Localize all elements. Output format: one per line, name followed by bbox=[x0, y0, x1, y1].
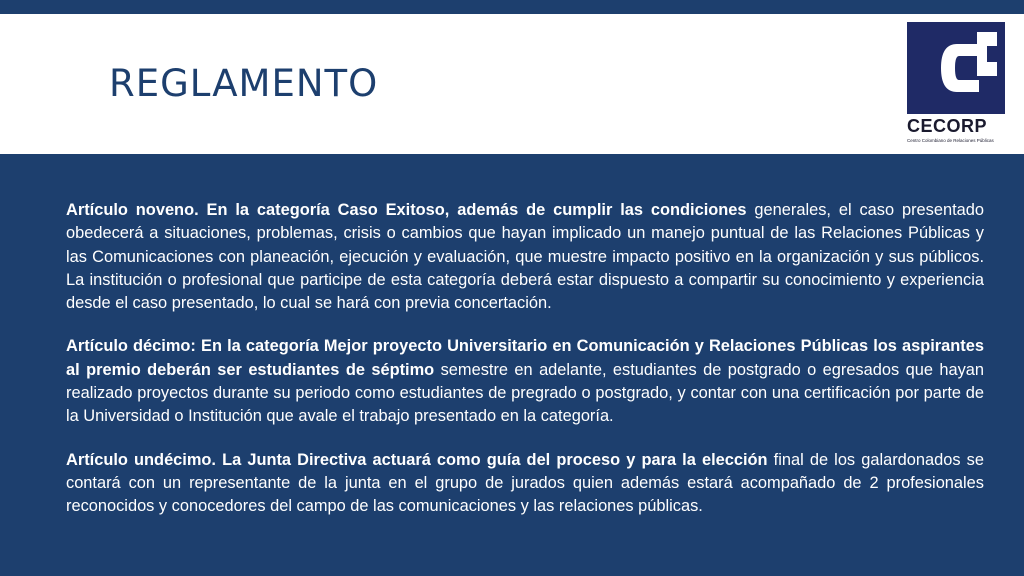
page-title: REGLAMENTO bbox=[109, 62, 379, 105]
article-11-bold: Artículo undécimo. La Junta Directiva actuará como guía del proceso y para la elección bbox=[66, 450, 768, 469]
article-9 bbox=[66, 199, 984, 315]
article-10-text: semestre en adelante, estudiantes de postgrado o egresados que hayan realizado proyectos durante su periodo como estudiantes de pregrado o postgrado, y contar con una certificación por parte de la Universidad o Institución que avale el trabajo presentado en la categoría. bbox=[66, 360, 984, 426]
cecorp-logo bbox=[907, 22, 1005, 144]
logo-name: CECORP bbox=[907, 116, 988, 136]
article-11-text: final de los galardonados se contará con un representante de la junta en el grupo de jurados quien además estará acompañado de 2 profesionales reconocidos y conocedores del campo de las comunicaciones y las relaciones públicas. bbox=[66, 450, 984, 516]
top-strip bbox=[0, 0, 1024, 14]
cecorp-logo-icon bbox=[907, 22, 1005, 114]
article-10 bbox=[66, 335, 984, 428]
article-9-text: generales, el caso presentado obedecerá a situaciones, problemas, crisis o cambios que hayan implicado un manejo puntual de las Relaciones Públicas y las Comunicaciones con planeación, ejecución y evaluación, que muestre impacto positivo en la organización y sus públicos. La institución o profesional que participe de esta categoría deberá estar dispuesto a compartir su conocimiento y experiencia desde el caso presentado, lo cual se hará con previa concertación. bbox=[66, 201, 985, 313]
logo-subtitle: Centro Colombiano de Relaciones Públicas bbox=[907, 138, 994, 143]
article-content bbox=[66, 199, 984, 539]
article-10-bold: Artículo décimo: En la categoría Mejor proyecto Universitario en Comunicación y Relaciones Públicas los aspirantes al premio deberán ser estudiantes de séptimo bbox=[66, 337, 984, 379]
article-9-bold: Artículo noveno. En la categoría Caso Exitoso, además de cumplir las condiciones bbox=[66, 201, 747, 219]
article-11 bbox=[66, 449, 984, 519]
header-band bbox=[0, 14, 1024, 154]
